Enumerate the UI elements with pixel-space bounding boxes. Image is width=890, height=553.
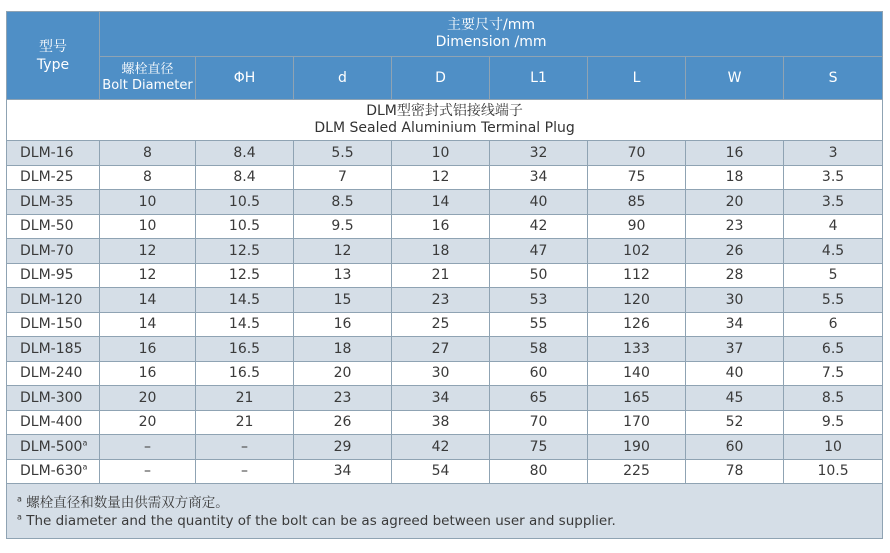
column-header: d	[294, 57, 392, 100]
model-cell	[7, 214, 100, 239]
footnote-ref: a	[82, 462, 88, 472]
value-cell: 14	[392, 190, 490, 215]
table-row	[7, 288, 883, 313]
value-cell: 53	[490, 288, 588, 313]
value-cell: 112	[588, 263, 686, 288]
dimension-header-en: Dimension /mm	[435, 34, 547, 50]
value-cell: 133	[588, 337, 686, 362]
value-cell: –	[196, 459, 294, 484]
value-cell: 16	[100, 361, 196, 386]
value-cell: 3.5	[784, 165, 883, 190]
value-cell: 45	[686, 386, 784, 411]
value-cell: 8	[100, 141, 196, 166]
value-cell: 58	[490, 337, 588, 362]
value-cell: 42	[490, 214, 588, 239]
table-row	[7, 386, 883, 411]
model-cell	[7, 386, 100, 411]
value-cell: 80	[490, 459, 588, 484]
value-cell: 8.4	[196, 165, 294, 190]
value-cell: 12	[100, 263, 196, 288]
table-row	[7, 312, 883, 337]
table-row	[7, 459, 883, 484]
value-cell: 34	[490, 165, 588, 190]
model-cell	[7, 165, 100, 190]
value-cell: 23	[294, 386, 392, 411]
value-cell: 190	[588, 435, 686, 460]
value-cell: 20	[686, 190, 784, 215]
model-name: DLM-400	[20, 414, 83, 431]
value-cell: 18	[294, 337, 392, 362]
value-cell: 9.5	[784, 410, 883, 435]
value-cell: 5.5	[294, 141, 392, 166]
value-cell: 54	[392, 459, 490, 484]
footnote-cn-line	[17, 494, 872, 512]
value-cell: 102	[588, 239, 686, 264]
value-cell: 20	[100, 410, 196, 435]
value-cell: 6.5	[784, 337, 883, 362]
column-header: L1	[490, 57, 588, 100]
bolt-header-en: Bolt Diameter	[102, 78, 193, 93]
value-cell: 14	[100, 288, 196, 313]
column-header: W	[686, 57, 784, 100]
section-title-cn: DLM型密封式铝接线端子	[366, 103, 523, 119]
bolt-diameter-header	[100, 57, 196, 100]
table-row	[7, 141, 883, 166]
value-cell: 16	[294, 312, 392, 337]
value-cell: 12	[392, 165, 490, 190]
value-cell: 47	[490, 239, 588, 264]
model-name: DLM-240	[20, 365, 83, 382]
value-cell: 4.5	[784, 239, 883, 264]
value-cell: 52	[686, 410, 784, 435]
type-header	[7, 12, 100, 100]
value-cell: 170	[588, 410, 686, 435]
value-cell: 23	[686, 214, 784, 239]
value-cell: 30	[686, 288, 784, 313]
value-cell: –	[100, 435, 196, 460]
value-cell: 120	[588, 288, 686, 313]
value-cell: 32	[490, 141, 588, 166]
value-cell: 9.5	[294, 214, 392, 239]
model-name: DLM-300	[20, 389, 83, 406]
value-cell: 21	[392, 263, 490, 288]
value-cell: 55	[490, 312, 588, 337]
model-name: DLM-630	[20, 463, 83, 480]
spec-table-container	[6, 11, 882, 539]
model-name: DLM-35	[20, 193, 74, 210]
column-header: D	[392, 57, 490, 100]
value-cell: 12.5	[196, 239, 294, 264]
type-header-cn: 型号	[39, 38, 67, 55]
value-cell: 18	[686, 165, 784, 190]
footnote-marker: a	[17, 494, 22, 504]
model-name: DLM-120	[20, 291, 83, 308]
table-row	[7, 239, 883, 264]
table-row	[7, 361, 883, 386]
value-cell: 60	[490, 361, 588, 386]
model-cell	[7, 410, 100, 435]
column-header: S	[784, 57, 883, 100]
value-cell: 26	[294, 410, 392, 435]
table-row	[7, 214, 883, 239]
value-cell: 20	[294, 361, 392, 386]
value-cell: 38	[392, 410, 490, 435]
value-cell: 140	[588, 361, 686, 386]
model-cell	[7, 459, 100, 484]
value-cell: 85	[588, 190, 686, 215]
value-cell: 60	[686, 435, 784, 460]
value-cell: 10	[784, 435, 883, 460]
value-cell: 7.5	[784, 361, 883, 386]
value-cell: 3.5	[784, 190, 883, 215]
value-cell: 12	[294, 239, 392, 264]
table-body	[7, 141, 883, 484]
value-cell: 5.5	[784, 288, 883, 313]
value-cell: 10.5	[196, 190, 294, 215]
footnote-en: The diameter and the quantity of the bolt can be as agreed between user and supplier.	[26, 513, 616, 529]
footnote-ref: a	[82, 438, 88, 448]
model-name: DLM-25	[20, 169, 74, 186]
value-cell: 13	[294, 263, 392, 288]
value-cell: 37	[686, 337, 784, 362]
value-cell: 30	[392, 361, 490, 386]
value-cell: 65	[490, 386, 588, 411]
table-row	[7, 410, 883, 435]
model-cell	[7, 337, 100, 362]
value-cell: 26	[686, 239, 784, 264]
value-cell: 70	[588, 141, 686, 166]
footnote-marker: a	[17, 512, 22, 522]
model-name: DLM-150	[20, 316, 83, 333]
value-cell: 28	[686, 263, 784, 288]
type-header-en: Type	[36, 56, 70, 73]
value-cell: 8.5	[784, 386, 883, 411]
value-cell: 165	[588, 386, 686, 411]
value-cell: 50	[490, 263, 588, 288]
model-name: DLM-500	[20, 438, 83, 455]
value-cell: 75	[490, 435, 588, 460]
value-cell: 8.5	[294, 190, 392, 215]
table-row	[7, 263, 883, 288]
value-cell: 126	[588, 312, 686, 337]
value-cell: 3	[784, 141, 883, 166]
value-cell: 16.5	[196, 361, 294, 386]
value-cell: 12.5	[196, 263, 294, 288]
value-cell: –	[100, 459, 196, 484]
model-cell	[7, 288, 100, 313]
value-cell: 34	[686, 312, 784, 337]
spec-table	[6, 11, 883, 539]
value-cell: 40	[686, 361, 784, 386]
value-cell: 10	[100, 190, 196, 215]
value-cell: 25	[392, 312, 490, 337]
value-cell: 8.4	[196, 141, 294, 166]
value-cell: –	[196, 435, 294, 460]
model-name: DLM-185	[20, 340, 83, 357]
model-name: DLM-70	[20, 242, 74, 259]
value-cell: 16	[686, 141, 784, 166]
table-row	[7, 435, 883, 460]
model-cell	[7, 263, 100, 288]
value-cell: 8	[100, 165, 196, 190]
value-cell: 4	[784, 214, 883, 239]
column-header: ΦH	[196, 57, 294, 100]
table-row	[7, 190, 883, 215]
value-cell: 10.5	[784, 459, 883, 484]
value-cell: 34	[392, 386, 490, 411]
value-cell: 40	[490, 190, 588, 215]
column-header: L	[588, 57, 686, 100]
model-name: DLM-50	[20, 218, 74, 235]
model-name: DLM-95	[20, 267, 74, 284]
value-cell: 21	[196, 386, 294, 411]
value-cell: 27	[392, 337, 490, 362]
value-cell: 6	[784, 312, 883, 337]
value-cell: 14.5	[196, 288, 294, 313]
value-cell: 16	[100, 337, 196, 362]
dimension-header	[100, 12, 883, 57]
value-cell: 225	[588, 459, 686, 484]
value-cell: 10	[392, 141, 490, 166]
bolt-header-cn: 螺栓直径	[121, 62, 174, 77]
model-cell	[7, 141, 100, 166]
table-row	[7, 165, 883, 190]
model-cell	[7, 190, 100, 215]
value-cell: 15	[294, 288, 392, 313]
footnote-en-line	[17, 512, 872, 530]
value-cell: 78	[686, 459, 784, 484]
table-row	[7, 337, 883, 362]
table-header	[7, 12, 883, 100]
section-title	[7, 100, 883, 141]
value-cell: 16.5	[196, 337, 294, 362]
value-cell: 70	[490, 410, 588, 435]
footnote-cn: 螺栓直径和数量由供需双方商定。	[26, 495, 229, 511]
value-cell: 18	[392, 239, 490, 264]
value-cell: 7	[294, 165, 392, 190]
value-cell: 10	[100, 214, 196, 239]
value-cell: 5	[784, 263, 883, 288]
value-cell: 23	[392, 288, 490, 313]
footnote	[7, 484, 883, 539]
value-cell: 90	[588, 214, 686, 239]
model-cell	[7, 435, 100, 460]
value-cell: 20	[100, 386, 196, 411]
value-cell: 16	[392, 214, 490, 239]
section-title-en: DLM Sealed Aluminium Terminal Plug	[314, 120, 575, 136]
value-cell: 21	[196, 410, 294, 435]
value-cell: 42	[392, 435, 490, 460]
value-cell: 12	[100, 239, 196, 264]
value-cell: 34	[294, 459, 392, 484]
dimension-header-cn: 主要尺寸/mm	[447, 17, 536, 33]
model-cell	[7, 239, 100, 264]
value-cell: 75	[588, 165, 686, 190]
value-cell: 29	[294, 435, 392, 460]
value-cell: 14.5	[196, 312, 294, 337]
value-cell: 14	[100, 312, 196, 337]
model-cell	[7, 312, 100, 337]
model-cell	[7, 361, 100, 386]
model-name: DLM-16	[20, 144, 74, 161]
value-cell: 10.5	[196, 214, 294, 239]
